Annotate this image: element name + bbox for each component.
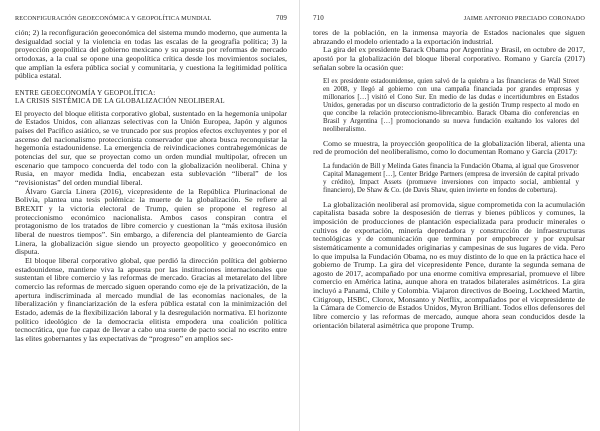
right-paragraph-1: tores de la población, en la inmensa mayoría de Estados nacionales que siguen abrazando el modelo orientado a la exportación industrial. <box>313 28 585 46</box>
left-paragraph-4: El bloque liberal corporativo global, que perdió la dirección política del gobierno estadounidense, mantiene viva la apuesta por las instituciones internacionales que sustentan el libre comercio y las reformas de mercado. Gracias al metarelato del libre comercio las reformas de mercado siguen operando como eje de la privatización, de la apertura indiscriminada al mercado mundial de las economías nacionales, de la liberalización y financiarización de la esfera pública estatal con la minimización del Estado, además de la flexibilización laboral y la desregulación normativa. El horizonte político ideológico de la democracia elitista empodera una coalición política tecnocrática, que fue capaz de llevar a cabo una suerte de pacto social no escrito entre las elites gobernantes y las expectativas de “progreso” en amplios sec- <box>15 255 287 343</box>
right-page-header <box>313 14 585 22</box>
right-page <box>300 0 600 431</box>
block-quote-1 <box>323 78 579 133</box>
right-paragraph-4: La globalización neoliberal así promovida, sigue comprometida con la acumulación capitalista basada sobre la desposesión de tierras y bienes públicos y comunes, la imposición de producciones de plantación especializada para producir minerales o cultivos de exportación, minería depredadora y construcción de infraestructuras tecnológicas y de comunicación que terminan por empobrecer y por expulsar sistemáticamente a comunidades originarias y campesinas de sus lugares de vida. Pero lo que impulsa la Fundación Obama, no es muy distinto de lo que en la práctica hace el gobierno de Trump. La gira del vicepresidente Pence, durante la segunda semana de agosto de 2017, acompañado por una enorme comitiva empresarial, promueve el libre comercio en América latina, aunque ahora en tratados bilaterales asimétricos. La gira incluyó a Panamá, Chile y Colombia. Viajaron directivos de Boeing, Lockheed Martin, Citigroup, HSBC, Clorox, Monsanto y Netflix, acompañados por el vicepresidente de la Cámara de Comercio de Estados Unidos, Myron Brilliant. Todos ellos defensores del libre comercio y las reformas de mercado, aunque ahora sean conducidos desde la orientación bilateral asimétrica que propone Trump. <box>313 199 585 330</box>
section-title <box>15 89 287 106</box>
block-quote-2 <box>323 163 579 195</box>
left-paragraph-1: ción; 2) la reconfiguración geoeconómica del sistema mundo moderno, que aumenta la desigualdad social y la violencia en todas las escalas de la geografía política; 3) la proyección geopolítica del gobierno mexicano y su apuesta por reformas de mercado ortodoxas, a la cual se opone una geopolítica crítica desde los movimientos sociales, que amplían la esfera pública social y comunitaria, y cuestiona la legitimidad política pública estatal. <box>15 28 287 81</box>
left-paragraph-2: El proyecto del bloque elitista corporativo global, sustentado en la hegemonía unipolar de Estados Unidos, con alianzas selectivas con la Unión Europea, Japón y algunos países del Pacífico asiático, se ve truncado por sus propios efectos excluyentes y por el ascenso del nacionalismo proteccionista conservador que ahora busca reconquistar la hegemonía estadounidense. La emergencia de reivindicaciones contrahegemónicas de potencias del sur, que se proyectan como un orden mundial multipolar, ofrecen un escenario que tampoco concuerda del todo con la globalización neoliberal. China y Rusia, en mayor medida India, encabezan esta sublevación “liberal” de los “revisionistas” del orden mundial liberal. <box>15 108 287 187</box>
section-title-line-2: LA CRISIS SISTÉMICA DE LA GLOBALIZACIÓN NEOLIBERAL <box>15 97 225 106</box>
page-number-left: 709 <box>276 14 287 22</box>
running-head-title: RECONFIGURACIÓN GEOECONÓMICA Y GEOPOLÍTICA MUNDIAL <box>15 15 212 22</box>
left-page-header <box>15 14 287 22</box>
left-paragraph-3: Álvaro García Linera (2016), vicepresidente de la República Plurinacional de Bolivia, plantea una tesis polémica: la muerte de la globalización. Se refiere al BREXIT y la victoria electoral de Trump, quien se propone el regreso al proteccionismo económico nacionalista. Ambos casos conspiran contra el protagonismo de los tratados de libre comercio y cuestionan la “más exitosa ilusión liberal de nuestros tiempos”. Sin embargo, a diferencia del planteamiento de García Linera, la globalización sigue siendo un proyecto geopolítico y geoeconómico en disputa. <box>15 186 287 257</box>
block-quote-1-text: El ex presidente estadounidense, quien salvó de la quiebra a las financieras de Wall Street en 2008, y llegó al gobierno con una campaña financiada por grandes empresas y millonarios […] visitó el Cono Sur. En medio de las dudas e incertidumbres en Estados Unidos, generadas por un discurso contradictorio de la gestión Trump respecto al modo en que concibe la relación proteccionismo-librecambio. Barack Obama dio conferencias en Brasil y Argentina […] promocionando su nueva fundación exaltando los valores del neoliberalismo. <box>323 77 579 133</box>
section-title-line-1: ENTRE GEOECONOMÍA Y GEOPOLÍTICA: <box>15 88 156 97</box>
right-paragraph-2: La gira del ex presidente Barack Obama por Argentina y Brasil, en octubre de 2017, apostó por la globalización del bloque liberal corporativo. Romano y García (2017) señalan sobre la ocasión que: <box>313 45 585 72</box>
page-number-right: 710 <box>313 14 324 22</box>
block-quote-2-text: La fundación de Bill y Melinda Gates financia la Fundación Obama, al igual que Grosvenor Capital Management […], Center Bridge Partners (empresa de inversión de capital privado y crédito), Impact Assets (promueve inversiones con impacto social, ambiental y financiero), De Shaw & Co. (de Davis Shaw, quien invierte en fondos de cobertura). <box>323 161 579 194</box>
running-head-author: JAIME ANTONIO PRECIADO CORONADO <box>463 15 585 22</box>
right-paragraph-3: Como se muestra, la proyección geopolítica de la globalización liberal, alienta una red de promoción del neoliberalismo, como lo documentan Romano y García (2017): <box>313 138 585 157</box>
